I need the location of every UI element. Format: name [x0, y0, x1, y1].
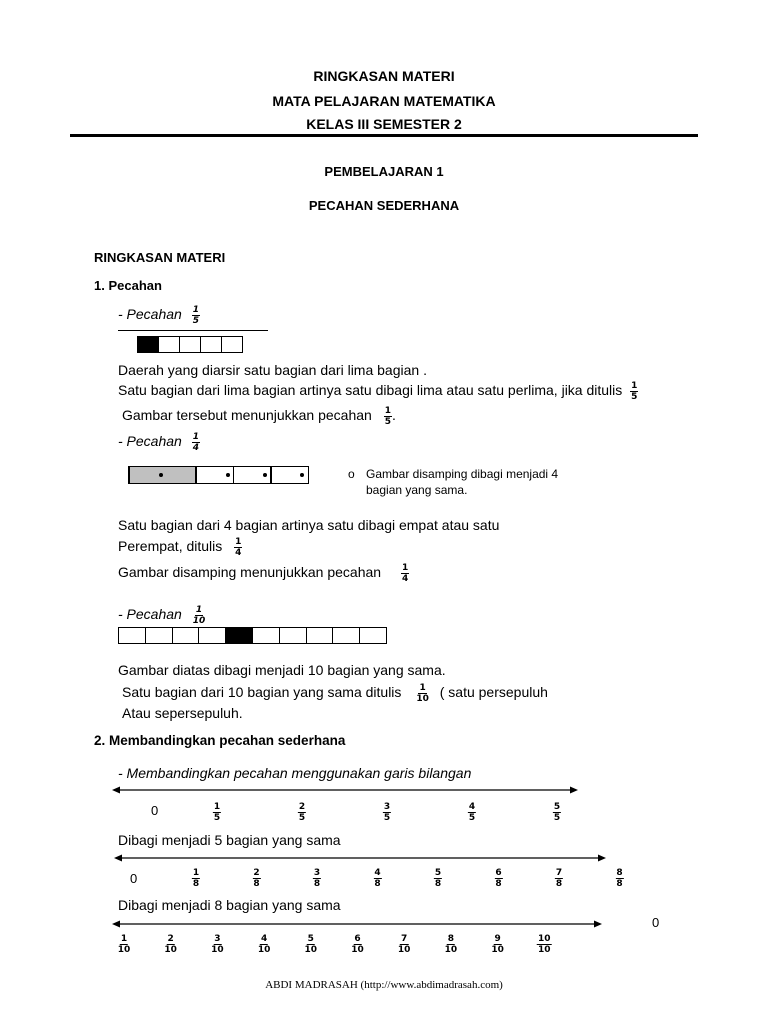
fifth-text-3: Gambar tersebut menunjukkan pecahan: [122, 407, 372, 424]
tenth-text-2: Satu bagian dari 10 bagian yang sama ditulis: [122, 684, 402, 701]
tenths-fraction-label: $\frac{1}{10}$: [117, 934, 131, 955]
tenth-bar-cell: [198, 627, 226, 644]
tenth-bar-cell: [332, 627, 360, 644]
quarter-note-bullet: o: [348, 467, 355, 481]
tenths-fraction-label: $\frac{8}{10}$: [444, 934, 458, 955]
tenth-label-row: [118, 605, 206, 626]
eighths-fraction-label: $\frac{4}{8}$: [374, 868, 381, 889]
quarter-bar-dot: [226, 473, 230, 477]
tenths-fraction-label: $\frac{10}{10}$: [538, 934, 551, 955]
eighths-fraction-label: $\frac{1}{8}$: [192, 868, 200, 889]
quarter-fraction-bar: [128, 466, 308, 484]
eighths-fraction-label: $\frac{5}{8}$: [434, 868, 442, 889]
fifth-bar-cell: [137, 336, 159, 353]
summary-heading: RINGKASAN MATERI: [94, 250, 226, 265]
eighths-fraction-label: $\frac{7}{8}$: [555, 868, 563, 889]
quarter-bar-divider: [128, 466, 130, 484]
quarter-note-2: bagian yang sama.: [366, 483, 468, 497]
lesson-subtitle: PECAHAN SEDERHANA: [308, 198, 460, 213]
tenth-bar-cell: [172, 627, 200, 644]
tenths-zero-label: 0: [652, 915, 660, 930]
quarter-text-3-row: [118, 563, 409, 584]
fifth-fraction-bar: [137, 336, 242, 353]
doc-header-line3: KELAS III SEMESTER 2: [306, 116, 462, 132]
eighths-zero-label: 0: [130, 871, 138, 886]
quarter-bar-dot: [263, 473, 267, 477]
tenths-fraction-label: $\frac{2}{10}$: [164, 934, 177, 955]
fifth-label-row: [118, 305, 200, 326]
eighths-fraction-label: $\frac{3}{8}$: [313, 868, 321, 889]
tenth-inline-fraction: $\frac{1}{10}$: [416, 683, 429, 704]
tenths-fraction-label: $\frac{9}{10}$: [491, 934, 504, 955]
quarter-bar-divider: [270, 466, 272, 484]
quarter-bar-divider: [233, 466, 235, 484]
quarter-note-1: Gambar disamping dibagi menjadi 4: [366, 467, 559, 481]
quarter-text-2-row: [118, 537, 242, 558]
fifth-text-2: Satu bagian dari lima bagian artinya satu dibagi lima atau satu perlima, jika ditulis: [118, 382, 623, 399]
quarter-label-row: [118, 432, 200, 453]
fifth-bar-cell: [200, 336, 222, 353]
quarter-text-3: Gambar disamping menunjukkan pecahan: [118, 564, 382, 581]
quarter-inline-fraction-2: $\frac{1}{4}$: [401, 563, 409, 584]
doc-header-line2: MATA PELAJARAN MATEMATIKA: [272, 93, 496, 109]
quarter-inline-fraction: $\frac{1}{4}$: [235, 537, 242, 558]
fifth-text-2-row: [118, 381, 638, 402]
fifth-bar-cell: [158, 336, 180, 353]
fifth-bar-cell: [221, 336, 243, 353]
fifth-text-1: Daerah yang diarsir satu bagian dari lima bagian .: [118, 362, 427, 378]
tenths-fraction-label: $\frac{6}{10}$: [351, 934, 364, 955]
header-divider: [70, 134, 698, 137]
page-footer: ABDI MADRASAH (http://www.abdimadrasah.com): [265, 979, 503, 991]
fifth-text-3-row: Gambar tersebut menunjukkan pecahan $\frac{1}{5}$ .: [122, 406, 396, 427]
tenth-text-3: Atau sepersepuluh.: [122, 705, 243, 721]
number-line-fifths: [110, 782, 590, 798]
tenth-bar-cell: [359, 627, 387, 644]
fifths-fraction-label: $\frac{2}{5}$: [298, 802, 306, 823]
tenth-bar-cell: [306, 627, 334, 644]
fifths-fraction-label: $\frac{1}{5}$: [213, 802, 221, 823]
tenths-fraction-label: $\frac{7}{10}$: [397, 934, 411, 955]
section2-intro: - Membandingkan pecahan menggunakan garis bilangan: [118, 765, 472, 781]
tenths-fraction-label: $\frac{4}{10}$: [257, 934, 271, 955]
tenth-bar-cell: [252, 627, 280, 644]
lesson-title: PEMBELAJARAN 1: [324, 164, 444, 179]
quarter-text-1: Satu bagian dari 4 bagian artinya satu dibagi empat atau satu: [118, 517, 500, 533]
fifth-fraction: $\frac{1}{5}$: [192, 305, 199, 326]
eighths-caption: Dibagi menjadi 8 bagian yang sama: [118, 897, 341, 913]
eighths-fraction-label: $\frac{6}{8}$: [495, 868, 502, 889]
fifths-caption: Dibagi menjadi 5 bagian yang sama: [118, 832, 341, 848]
quarter-text-2: Perempat, ditulis: [118, 538, 223, 555]
tenth-bar-cell: [118, 627, 146, 644]
fifths-fraction-label: $\frac{4}{5}$: [468, 802, 476, 823]
doc-header-line1: RINGKASAN MATERI: [313, 68, 455, 84]
tenth-text-1: Gambar diatas dibagi menjadi 10 bagian yang sama.: [118, 662, 446, 678]
fifth-underline: [118, 330, 268, 331]
tenth-bar-cell: [145, 627, 173, 644]
tenth-label: - Pecahan: [118, 606, 182, 623]
tenth-text-2-row: [122, 683, 548, 704]
tenth-bar-cell: [279, 627, 307, 644]
number-line-eighths: [112, 850, 672, 866]
fifth-inline-fraction: $\frac{1}{5}$: [631, 381, 638, 402]
section2-heading: 2. Membandingkan pecahan sederhana: [94, 733, 346, 748]
tenths-fraction-label: $\frac{5}{10}$: [304, 934, 318, 955]
section1-heading: 1. Pecahan: [94, 278, 162, 293]
eighths-fraction-label: $\frac{8}{8}$: [616, 868, 623, 889]
quarter-bar-bottom-line: [128, 483, 308, 484]
tenth-fraction: $\frac{1}{10}$: [192, 605, 206, 626]
tenth-bar-cell: [225, 627, 253, 644]
quarter-fraction: $\frac{1}{4}$: [192, 432, 199, 453]
tenth-fraction-bar: [118, 627, 386, 644]
quarter-bar-dot: [300, 473, 304, 477]
eighths-fraction-label: $\frac{2}{8}$: [253, 868, 260, 889]
fifth-inline-fraction-2: $\frac{1}{5}$: [384, 406, 391, 427]
fifths-zero-label: 0: [151, 803, 159, 818]
quarter-label: - Pecahan: [118, 433, 182, 450]
fifths-fraction-label: $\frac{3}{5}$: [383, 802, 391, 823]
fifths-fraction-label: $\frac{5}{5}$: [553, 802, 561, 823]
quarter-bar-dot: [159, 473, 163, 477]
quarter-bar-divider: [308, 466, 310, 484]
number-line-tenths: [110, 916, 610, 932]
quarter-bar-divider: [195, 466, 197, 484]
fifth-label: - Pecahan: [118, 306, 182, 323]
fifth-bar-cell: [179, 336, 201, 353]
tenths-fraction-label: $\frac{3}{10}$: [211, 934, 224, 955]
tenth-text-2b: ( satu persepuluh: [439, 684, 548, 701]
